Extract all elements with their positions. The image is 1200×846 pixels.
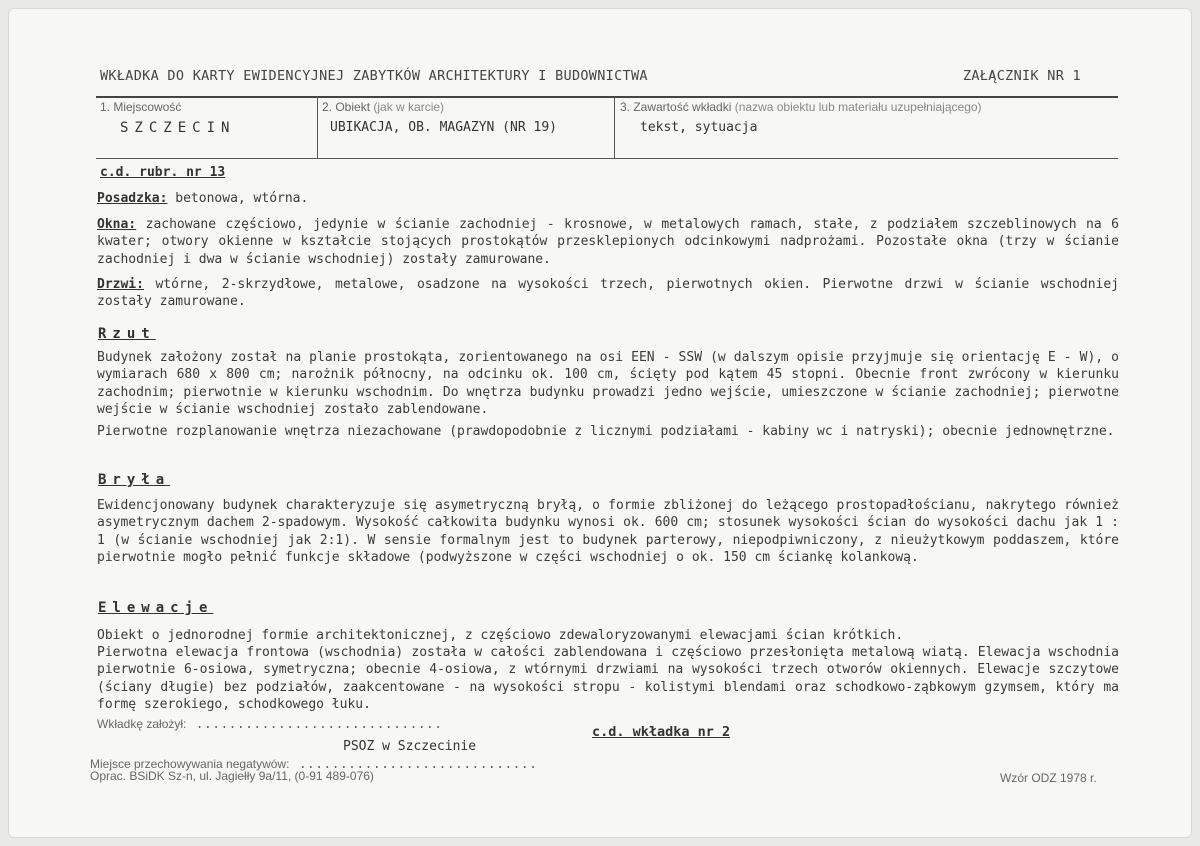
- form-title: WKŁADKA DO KARTY EWIDENCYJNEJ ZABYTKÓW ARCHITEKTURY I BUDOWNICTWA: [100, 68, 648, 84]
- bryla-heading: Bryła: [98, 472, 171, 488]
- table-top-border: [96, 96, 1118, 98]
- next-insert: c.d. wkładka nr 2: [592, 724, 731, 740]
- prepared-by-dots: ..............................: [196, 717, 443, 731]
- content-value: tekst, sytuacja: [640, 120, 758, 135]
- place-value: SZCZECIN: [120, 120, 236, 136]
- table-divider-2: [614, 96, 615, 158]
- negatives-location-value: PSOZ w Szczecinie: [343, 739, 477, 754]
- content-label-sub: (nazwa obiektu lub materiału uzupełniającego): [734, 100, 982, 114]
- object-value: UBIKACJA, OB. MAGAZYN (NR 19): [330, 120, 557, 135]
- prepared-by-row: [97, 713, 443, 732]
- drzwi-lead: Drzwi:: [97, 277, 144, 292]
- rzut-paragraph-2: Pierwotne rozplanowanie wnętrza niezachowane (prawdopodobnie z licznymi podziałami - kabiny wc i natryski); obecnie jednownętrzne.: [97, 424, 1115, 439]
- object-label: [322, 100, 444, 114]
- posadzka-paragraph: [97, 190, 1119, 207]
- content-label-main: 3. Zawartość wkładki: [620, 100, 732, 114]
- prepared-by-label: Wkładkę założył:: [97, 717, 187, 731]
- elewacje-paragraph-1: Obiekt o jednorodnej formie architektonicznej, z częściowo zdewaloryzowanymi elewacjami ścian krótkich.: [97, 628, 904, 643]
- rzut-paragraph-1: Budynek założony został na planie prostokąta, zorientowanego na osi EEN - SSW (w dalszym opisie przyjmuje się orientację E - W), o wymiarach 680 x 800 cm; narożnik północny, na odcinku ok. 100 cm, ścięty pod kątem 45 stopni. Obecnie front zwrócony w kierunku zachodnim; pierwotnie w kierunku wschodnim. Do wnętrza budynku prowadzi jedno wejście, umieszczone w ścianie zachodniej; pierwotne wejście w ścianie wschodniej zostało zablendowane.: [97, 350, 1119, 417]
- drzwi-text: wtórne, 2-skrzydłowe, metalowe, osadzone na wysokości trzech, pierwotnych okien. Pierwotne drzwi w ścianie wschodniej zostały zamurowane.: [97, 277, 1119, 310]
- drzwi-paragraph: [97, 276, 1119, 311]
- okna-text: zachowane częściowo, jedynie w ścianie zachodniej - krosnowe, w metalowych ramach, stałe, z podziałem szczeblinowych na 6 kwater; otwory okienne w kształcie stojących prostokątów przesklepionych odcinkowymi nadprożami. Pozostałe okna (trzy w ścianie zachodniej i dwa w ścianie wschodniej) zostały zamurowane.: [97, 217, 1119, 267]
- rzut-heading: Rzut: [98, 326, 156, 342]
- attachment-number: ZAŁĄCZNIK NR 1: [963, 68, 1081, 84]
- table-bottom-border: [96, 158, 1118, 159]
- bryla-paragraph: Ewidencjonowany budynek charakteryzuje się asymetryczną bryłą, o formie zbliżonej do leżącego prostopadłościanu, nakrytego również asymetrycznym dachem 2-spadowym. Wysokość całkowita budynku wynosi ok. 600 cm; stosunek wysokości ścian do wysokości dachu jak 1 : 1 (w ścianie wschodniej jak 2:1). W sensie formalnym jest to budynek parterowy, niepodpiwniczony, z nieużytkowym poddaszem, które pierwotnie mogło pełnić funkcje składowe (podwyższone w części wschodniej o ok. 150 cm ściankę kolankową.: [97, 498, 1119, 565]
- posadzka-lead: Posadzka:: [97, 191, 168, 206]
- continuation-note: c.d. rubr. nr 13: [100, 165, 226, 180]
- elewacje-paragraph-2: Pierwotna elewacja frontowa (wschodnia) została w całości zablendowana i częściowo przesłonięta metalową wiatą. Elewacja wschodnia pierwotnie 6-osiowa, symetryczna; obecnie 4-osiowa, z wtórnymi drzwiami na wysokości trzech otworów okiennych. Elewacje szczytowe (ściany długie) bez podziałów, zaakcentowane - na wysokości stropu - kolistymi blendami oraz schodkowo-ząbkowym gzymsem, który ma formę szerokiego, schodkowego łuku.: [97, 645, 1119, 712]
- negatives-label: Miejsce przechowywania negatywów:: [90, 757, 290, 771]
- content-label: [620, 100, 982, 114]
- table-divider-1: [317, 96, 318, 158]
- object-label-sub: (jak w karcie): [373, 100, 445, 114]
- posadzka-text: betonowa, wtórna.: [167, 191, 309, 206]
- object-label-main: 2. Obiekt: [322, 100, 371, 114]
- okna-paragraph: [97, 216, 1119, 268]
- publisher-line: Oprac. BSiDK Sz-n, ul. Jagiełły 9a/11, (0-91 489-076): [90, 769, 374, 783]
- elewacje-heading: Elewacje: [98, 600, 214, 616]
- okna-lead: Okna:: [97, 217, 137, 232]
- form-version: Wzór ODZ 1978 r.: [1000, 771, 1097, 785]
- negatives-dots: .............................: [299, 757, 538, 771]
- place-label: 1. Miejscowość: [100, 100, 182, 114]
